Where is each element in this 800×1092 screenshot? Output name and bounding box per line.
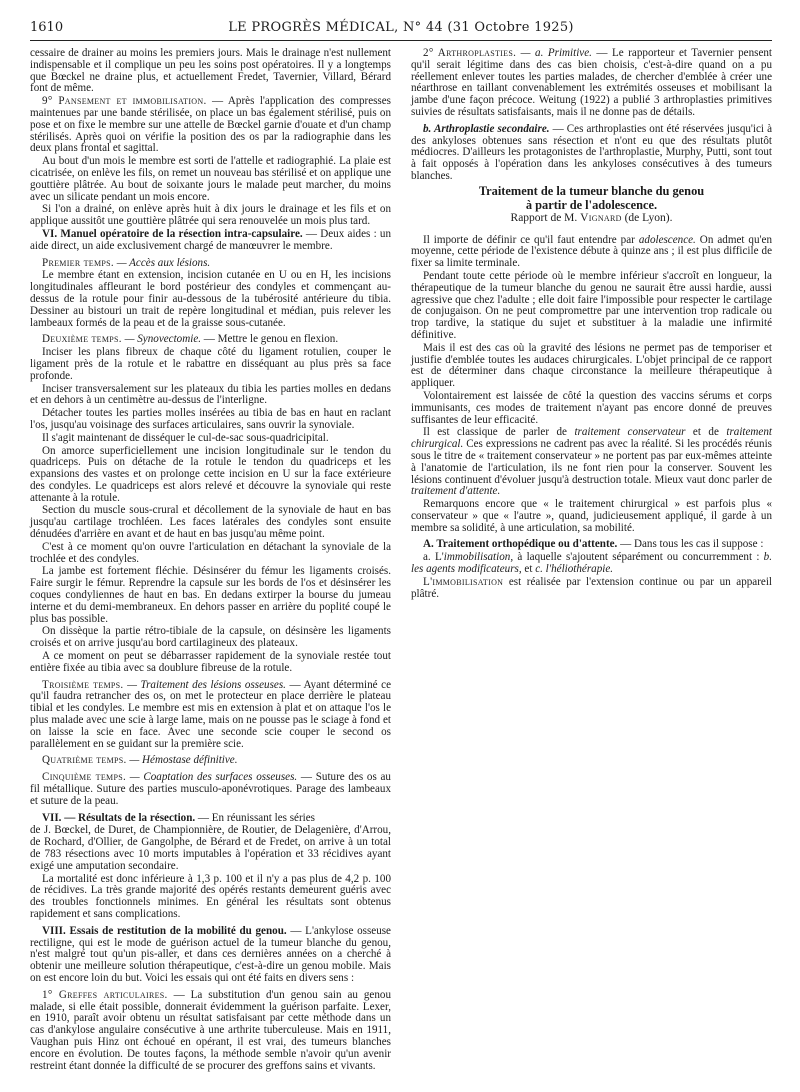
subheading: b. Arthroplastie secondaire. (423, 122, 550, 135)
section-heading: VII. — Résultats de la résection. (42, 811, 196, 824)
paragraph: A. Traitement orthopédique ou d'attente. — Dans tous les cas il suppose : (423, 538, 764, 551)
paragraph: Volontairement est laissée de côté la question des vaccins sérums et corps immunisants, ces modes de traitement n'ayant pas encore donné de preuves suffisantes de leur efficacité. (411, 389, 772, 426)
paragraph: Détacher toutes les parties molles insérées au tibia de bas en haut en raclant l'os, jusqu'au voisinage des surfaces articulaires, sans ouvrir la synoviale. (30, 407, 391, 431)
paragraph: cessaire de drainer au moins les premiers jours. Mais le drainage n'est nullement indispensable et il complique un peu les soins post opératoires. Il y a longtemps que Bœckel ne draine plus, et actuellement Fredet, Tavernier, Villard, Bérard font de même. (30, 47, 391, 95)
paragraph: Deuxième temps. — Synovectomie. — Mettre le genou en flexion. (42, 333, 339, 346)
paragraph: Quatrième temps. — Hémostase définitive. (42, 754, 238, 767)
step-heading: Troisième temps. (42, 678, 124, 691)
paragraph: Inciser transversalement sur les plateaux du tibia les parties molles en dedans et en dehors à un centimètre au-dessus de l'interligne. (30, 382, 391, 407)
paragraph: La jambe est fortement fléchie. Désinsérer du fémur les ligaments croisés. Faire surgir le fémur. Reprendre la capsule sur les bords de l'os et désinsérer les coques condyliennes de haut en bas. En dedans extirper la bourse du jumeau interne et du demi-membraneux. En dehors passer en arrière du poplité coupé le plus bas possible. (30, 565, 391, 625)
paragraph: Le membre étant en extension, incision cutanée en U ou en H, les incisions longitudinales affleurant le bord postérieur des condyles et commençant au-dessus de la rotule pour finir au-dessous de la tubérosité antérieure du tibia. Dessiner au bistouri un trait de repère longitudinal et médian, puis relever les lambeaux formés de la peau et de la graisse sous-cutanée. (30, 269, 391, 329)
paragraph: a. L'immobilisation, à laquelle s'ajoutent séparément ou concurremment : b. les agents modificateurs, et c. l'héliothérapie. (411, 551, 772, 576)
article-columns (30, 48, 772, 1080)
paragraph: Il importe de définir ce qu'il faut entendre par adolescence. On admet qu'en moyenne, cette période de l'existence débute à quinze ans ; il est plus difficile de fixer sa limite terminale. (411, 233, 772, 270)
paragraph: 9° Pansement et immobilisation. — Après l'application des compresses maintenues par une bande stérilisée, on place un bas également stérilisé, puis on pose et on fixe le membre sur une attelle de Bœckel garnie d'ouate et d'un champ stérilisés. Après quoi on vérifie la position des os par la radiographie dans les deux plans frontal et sagittal. (30, 95, 391, 155)
author-name: Vignard (580, 211, 622, 224)
paragraph: La mortalité est donc inférieure à 1,3 p. 100 et il n'y a pas plus de 4,2 p. 100 de récidives. La très grande majorité des opérés restants demeurent guéris avec des troubles fonctionnels minimes. En général les résultats sont obtenus rapidement et sans complications. (30, 872, 391, 920)
paragraph: Cinquième temps. — Coaptation des surfaces osseuses. — Suture des os au fil métallique. Suture des parties musculo-aponévrotiques. Parage des lambeaux et suture de la peau. (30, 771, 391, 807)
paragraph: L'immobilisation est réalisée par l'extension continue ou par un appareil plâtré. (411, 575, 772, 600)
paragraph: 2° Arthroplasties. — a. Primitive. — Le rapporteur et Tavernier pensent qu'il serait légitime dans des cas bien choisis, c'est-à-dire quand on a pu réellement enlever toutes les parties malades, de chercher d'emblée à créer une néarthrose en taillant convenablement les extrémités osseuses et mobilisant la jambe d'une façon précoce. Weitung (1922) a publié 3 arthroplasties primitives suivies de résultats satisfaisants, mais il ne donne pas de détails. (411, 47, 772, 118)
paragraph: VIII. Essais de restitution de la mobilité du genou. — L'ankylose osseuse rectiligne, qui est le mode de guérison actuel de la tumeur blanche du genou, n'est malgré tout qu'un pis-aller, et dans ces dernières années on a cherché à obtenir une meilleure solution thérapeutique, c'est-à-dire un genou mobile. Mais on est encore loin du but. Voici les essais qui ont été faits en divers sens : (30, 924, 391, 984)
paragraph: Troisième temps. — Traitement des lésions osseuses. — Ayant déterminé ce qu'il faudra retrancher des os, on met le protecteur en place derrière le plateau tibial et les condyles. Le membre est mis en extension à plat et on attaque l'os le plus malade avec une scie à large lame, mais on ne pousse pas le sciage à fond et on laisse la scie en face. Avec une seconde scie couper le second os parallèlement en se guidant sur la première scie. (30, 678, 392, 750)
step-heading: Deuxième temps. (42, 333, 122, 346)
paragraph: VII. — Résultats de la résection. — En réunissant les séries (42, 811, 315, 824)
section-heading: A. Traitement orthopédique ou d'attente. (423, 538, 618, 551)
article-byline: Rapport de M. Vignard (de Lyon). (510, 211, 673, 224)
paragraph: b. Arthroplastie secondaire. — Ces arthroplasties ont été réservées jusqu'ici à des ankyloses obtenues sans résection et n'ont eu que des résultats plutôt médiocres. D'ailleurs les protagonistes de l'arthroplastie, Murphy, Putti, sont tout à fait opposés à l'opération dans les ankyloses consécutives à des tumeurs blanches. (411, 122, 772, 182)
paragraph: de J. Bœckel, de Duret, de Championnière, de Routier, de Delagenière, d'Arrou, de Rochard, d'Ollier, de Gangolphe, de Bérard et de Fredet, on arrive à un total de 783 résections avec 10 morts imputables à l'opération et 33 récidives ayant exigé une amputation secondaire. (30, 824, 391, 872)
paragraph: C'est à ce moment qu'on ouvre l'articulation en détachant la synoviale de la trochlée et des condyles. (30, 540, 391, 565)
paragraph: On amorce superficiellement une incision longitudinale sur le tendon du quadriceps. Puis on détache de la rotule le tendon du quadriceps et les expansions des vastes et on prolonge cette incision en U sur la face extérieure des condyles. Le quadriceps est alors relevé et découvre la synoviale qui reste attenante à la rotule. (30, 444, 391, 504)
step-heading: Premier temps. (42, 256, 114, 269)
running-title: LE PROGRÈS MÉDICAL, N° 44 (31 Octobre 1925) (228, 20, 574, 35)
paragraph: Remarquons encore que « le traitement chirurgical » est parfois plus « conservateur » que « l'autre », quand, judicieusement appliqué, il garde à un membre sa solidité, à une articulation, sa mobilité. (411, 498, 772, 534)
paragraph: Inciser les plans fibreux de chaque côté du ligament rotulien, couper le ligament près de la rotule et le rabattre en disséquant au plus près sa face profonde. (30, 346, 391, 382)
paragraph: A ce moment on peut se débarrasser rapidement de la synoviale restée tout entière fixée au tibia avec sa doublure fibreuse de la rotule. (30, 650, 391, 674)
step-heading: Cinquième temps. (42, 771, 127, 784)
running-header (30, 14, 772, 41)
article-title: Traitement de la tumeur blanche du genou à partir de l'adolescence. (478, 183, 705, 212)
paragraph: VI. Manuel opératoire de la résection intra-capsulaire. — Deux aides : un aide direct, un aide exclusivement chargé de manœuvrer le membre. (30, 227, 391, 252)
subheading: 1° Greffes articulaires. (42, 988, 168, 1001)
paragraph: On dissèque la partie rétro-tibiale de la capsule, on désinsère les ligaments croisés et on arrive jusqu'au bord cartilagineux des plateaux. (30, 625, 391, 650)
section-heading: VI. Manuel opératoire de la résection intra-capsulaire. (42, 227, 303, 240)
subheading: 9° Pansement et immobilisation. (42, 95, 207, 108)
paragraph: Pendant toute cette période où le membre inférieur s'accroît en longueur, la thérapeutique de la tumeur blanche du genou ne saurait être aussi hardie, aussi agressive que chez l'adulte ; elle doit faire l'impossible pour respecter le cartilage de conjugaison. On ne peut compromettre par une intervention trop radicale ou trop tardive, la statique du sujet et substituer à la maladie une infirmité définitive. (411, 269, 772, 341)
subheading: L'immobilisation (423, 575, 504, 588)
subheading: 2° Arthroplasties. (423, 47, 517, 59)
paragraph: Mais il est des cas où la gravité des lésions ne permet pas de temporiser et justifie d'emblée toutes les audaces chirurgicales. L'objet principal de ce rapport est de déterminer dans chaque circonstance la meilleure thérapeutique à appliquer. (411, 341, 772, 390)
step-heading: Quatrième temps. (42, 754, 127, 767)
paragraph: Il s'agit maintenant de disséquer le cul-de-sac sous-quadricipital. (42, 431, 329, 444)
page-number: 1610 (30, 20, 64, 35)
paragraph: Section du muscle sous-crural et décollement de la synoviale de haut en bas jusqu'au cartilage trochléen. Les faces latérales des condyles sont ensuite dénudées d'arrière en avant et de haut en bas jusqu'au même point. (30, 504, 391, 541)
paragraph: Premier temps. — Accès aux lésions. (42, 256, 211, 269)
paragraph: Au bout d'un mois le membre est sorti de l'attelle et radiographié. La plaie est cicatrisée, on enlève les fils, on remet un nouveau bas stérilisé et on applique une gouttière plâtrée. Au bout de soixante jours le malade peut marcher, du moins avec un silicate pendant un mois encore. (30, 155, 391, 203)
section-heading: VIII. Essais de restitution de la mobilité du genou. (42, 924, 287, 937)
paragraph: Il est classique de parler de traitement conservateur et de traitement chirurgical. Ces expressions ne cadrent pas avec la réalité. Si les procédés réunis sous le titre de « traitement conservateur » ne portent pas par eux-mêmes atteinte à l'anatomie de l'articulation, ils ne font rien pour la conserver. Souvent les lésions continuent d'évoluer jusqu'à destruction totale. Mieux vaut donc parler de traitement d'attente. (411, 426, 772, 498)
paragraph: 1° Greffes articulaires. — La substitution d'un genou sain au genou malade, si elle était possible, donnerait évidemment la guérison parfaite. Lexer, en 1910, paraît avoir obtenu un résultat satisfaisant par cette méthode dans un cas d'ankylose angulaire consécutive à une arthrite tuberculeuse. Mais en 1911, Vaughan puis Hinz ont échoué en opérant, il est vrai, des tumeurs blanches encore en évolution. De toutes façons, la méthode semble n'avoir qu'un avenir restreint étant donnée la difficulté de se procurer des greffons sains et vivants. (30, 988, 391, 1072)
journal-page (30, 14, 772, 1080)
paragraph: Si l'on a drainé, on enlève après huit à dix jours le drainage et les fils et on applique aussitôt une gouttière plâtrée qui sera renouvelée un mois plus tard. (30, 203, 391, 228)
